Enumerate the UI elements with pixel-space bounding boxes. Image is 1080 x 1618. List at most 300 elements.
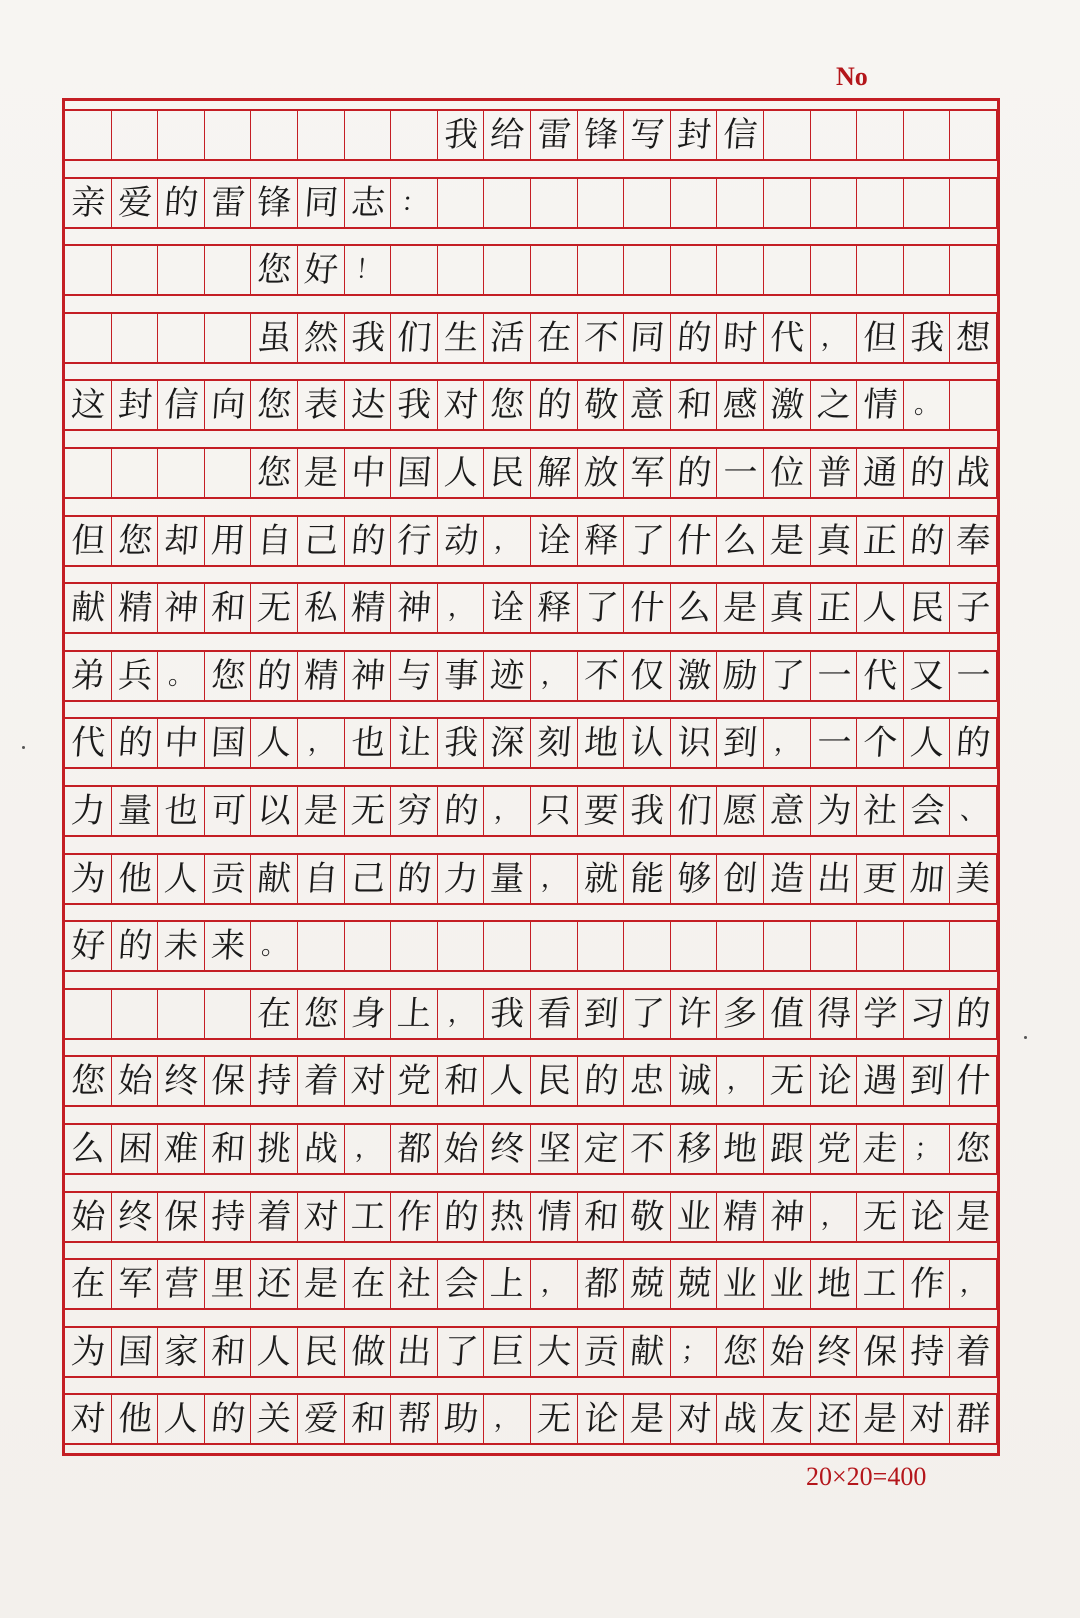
handwritten-character: 我 [442,723,480,764]
grid-cell [65,246,112,294]
handwritten-character: ， [353,1134,382,1164]
handwritten-character: 什 [629,588,666,629]
handwritten-character: 够 [675,858,713,899]
handwritten-character: 诚 [675,1061,713,1102]
handwritten-character: 在 [349,1264,387,1305]
handwritten-character: 子 [955,588,993,629]
grid-cell [484,246,531,294]
handwritten-character: 一 [815,655,853,696]
handwritten-character: 终 [815,1331,853,1372]
handwritten-character: 无 [256,588,294,629]
handwritten-character: 加 [908,858,946,899]
grid-row [65,1191,997,1243]
handwritten-character: 地 [582,723,620,764]
handwritten-character: 的 [209,1399,247,1440]
handwritten-character: 营 [163,1264,200,1305]
grid-cell [857,179,904,227]
handwritten-character: ， [726,1066,755,1097]
handwritten-character: ， [819,1201,848,1232]
handwritten-character: 力 [442,858,480,899]
grid-cell [531,922,578,970]
handwritten-character: 私 [302,588,340,629]
handwritten-character: ， [540,660,569,691]
handwritten-character: 事 [442,655,480,696]
handwritten-character: 您 [256,453,294,493]
handwritten-character: 是 [302,453,340,493]
handwritten-character: ， [959,1269,988,1300]
handwritten-character: 雷 [209,182,247,223]
handwritten-character: 得 [815,993,853,1034]
handwritten-character: 是 [302,1264,340,1305]
handwritten-character: 人 [256,1331,294,1372]
handwritten-character: 始 [442,1129,480,1169]
handwritten-character: ， [493,1404,522,1435]
handwritten-character: 的 [116,723,154,764]
handwritten-character: 论 [815,1061,853,1102]
grid-row [65,1258,997,1310]
handwritten-character: 我 [396,385,433,426]
grid-cell [531,179,578,227]
handwritten-character: 但 [862,317,899,358]
handwritten-character: 贡 [209,858,247,899]
handwritten-character: 对 [908,1399,946,1440]
handwritten-character: 意 [629,385,666,426]
grid-cell [950,179,997,227]
handwritten-character: 是 [862,1399,899,1440]
handwritten-character: 神 [396,588,433,629]
grid-cell [717,922,764,970]
grid-cell [112,449,159,497]
handwritten-character: 着 [256,1196,294,1237]
handwritten-character: 持 [256,1061,294,1102]
handwritten-character: 为 [69,858,107,899]
handwritten-character: 对 [69,1399,107,1440]
handwritten-character: 愿 [722,791,760,831]
handwritten-character: 信 [163,385,200,426]
handwritten-character: 为 [815,791,853,831]
grid-row [65,1393,997,1445]
handwritten-character: 奉 [955,520,993,561]
handwritten-character: 封 [116,385,154,426]
handwritten-character: 想 [955,317,993,358]
grid-cell [764,179,811,227]
grid-cell [950,246,997,294]
handwritten-character: ， [540,863,569,894]
handwritten-character: ， [493,796,522,826]
handwritten-character: 保 [209,1061,247,1102]
grid-row [65,785,997,837]
grid-row [65,582,997,634]
handwritten-character: 帮 [396,1399,433,1440]
handwritten-character: 的 [908,520,946,561]
handwritten-character: 始 [768,1331,806,1372]
handwritten-character: 业 [722,1264,760,1305]
grid-cell [65,111,112,159]
handwritten-character: 精 [722,1196,760,1237]
handwritten-character: 释 [535,588,573,629]
handwritten-character: 但 [69,520,107,561]
handwritten-character: 的 [116,926,154,967]
handwritten-character: 还 [256,1264,294,1305]
handwritten-character: 看 [535,993,573,1034]
handwritten-character: 了 [629,520,666,561]
handwritten-character: 作 [396,1196,433,1237]
handwritten-character: 热 [489,1196,527,1237]
handwritten-character: 表 [302,385,340,426]
handwritten-character: 精 [302,655,340,696]
grid-cell [717,179,764,227]
handwritten-character: 您 [256,250,294,291]
handwritten-character: 了 [582,588,620,629]
handwritten-character: 仅 [629,655,666,696]
handwritten-character: 关 [256,1399,294,1440]
handwritten-character: 群 [955,1399,993,1440]
handwritten-character: 和 [349,1399,387,1440]
grid-cell [158,111,205,159]
handwritten-character: 让 [396,723,433,764]
grid-cell [904,922,951,970]
handwritten-character: 保 [862,1331,899,1372]
handwritten-character: 活 [489,317,527,358]
grid-cell [671,246,718,294]
handwritten-character: 军 [629,453,666,493]
handwritten-character: 在 [535,317,573,358]
grid-row [65,650,997,702]
handwritten-character: 。 [913,390,942,421]
handwritten-character: 的 [675,317,713,358]
handwritten-character: 诠 [489,588,527,629]
handwritten-character: 困 [116,1129,154,1169]
handwritten-character: 爱 [302,1399,340,1440]
handwritten-character: 无 [535,1399,573,1440]
handwritten-character: 己 [349,858,387,899]
grid-cell [950,111,997,159]
grid-cell [857,111,904,159]
handwritten-character: 深 [489,723,527,764]
handwritten-character: ， [773,728,802,759]
grid-cell [438,246,485,294]
handwritten-character: 行 [396,520,433,561]
handwritten-character: 地 [722,1129,760,1169]
handwritten-character: 以 [256,791,294,831]
handwritten-character: 我 [349,317,387,358]
handwritten-character: 的 [442,791,480,831]
grid-cell [671,179,718,227]
handwritten-character: 情 [862,385,899,426]
handwritten-character: 您 [116,520,154,561]
handwritten-character: 兵 [116,655,154,696]
handwritten-character: 是 [722,588,760,629]
handwritten-character: 这 [69,385,107,426]
handwritten-character: ， [447,998,476,1029]
grid-cell [112,314,159,362]
handwritten-character: 贡 [582,1331,620,1372]
handwritten-character: 到 [582,993,620,1034]
handwritten-character: 始 [69,1196,107,1237]
handwritten-character: 可 [209,791,247,831]
handwritten-character: 真 [815,520,853,561]
handwritten-character: 通 [862,453,899,493]
handwritten-character: 量 [489,858,527,899]
handwritten-character: 国 [209,723,247,764]
grid-cell [717,246,764,294]
handwritten-character: 持 [908,1331,946,1372]
grid-cell [438,922,485,970]
handwritten-character: 国 [116,1331,154,1372]
handwritten-character: 普 [815,453,853,493]
handwritten-character: 终 [116,1196,154,1237]
handwritten-character: 好 [69,926,107,967]
grid-cell [764,922,811,970]
handwritten-character: 未 [163,926,200,967]
handwritten-character: 民 [302,1331,340,1372]
handwritten-character: 们 [675,791,713,831]
handwritten-character: 的 [349,520,387,561]
handwritten-character: 无 [349,791,387,831]
handwritten-character: 人 [862,588,899,629]
handwritten-character: ： [400,187,429,218]
handwritten-character: 巨 [489,1331,527,1372]
handwritten-character: 到 [722,723,760,764]
handwritten-character: 和 [675,385,713,426]
handwritten-character: 家 [163,1331,200,1372]
handwritten-character: 不 [582,317,620,358]
handwritten-character: 自 [302,858,340,899]
handwritten-character: 到 [908,1061,946,1102]
handwritten-character: 身 [349,993,387,1034]
handwritten-character: 献 [256,858,294,899]
handwritten-character: 的 [908,453,946,493]
handwritten-character: 的 [535,385,573,426]
handwritten-character: 人 [489,1061,527,1102]
handwritten-character: 他 [116,1399,154,1440]
handwritten-character: 穷 [396,791,433,831]
handwritten-character: 上 [396,993,433,1034]
handwritten-character: 激 [675,655,713,696]
grid-cell [298,922,345,970]
handwritten-character: 中 [349,453,387,493]
handwritten-character: 值 [768,993,806,1034]
handwritten-character: 个 [862,723,899,764]
handwritten-character: 他 [116,858,154,899]
handwritten-character: 美 [955,858,993,899]
handwritten-character: 终 [489,1129,527,1169]
handwritten-character: 、 [959,796,988,826]
handwritten-character: 是 [955,1196,993,1237]
handwritten-character: 人 [163,858,200,899]
handwritten-character: 又 [908,655,946,696]
grid-cell [950,922,997,970]
handwritten-character: 造 [768,858,806,899]
handwritten-character: 社 [862,791,899,831]
grid-cell [112,246,159,294]
handwritten-character: 对 [349,1061,387,1102]
handwritten-character: 正 [815,588,853,629]
handwritten-character: 爱 [116,182,154,223]
handwritten-character: 的 [163,182,200,223]
handwritten-character: 的 [442,1196,480,1237]
handwritten-character: 生 [442,317,480,358]
writing-grid [62,98,1000,1456]
grid-cell [484,179,531,227]
handwritten-character: 终 [163,1061,200,1102]
handwritten-character: 力 [69,791,107,831]
handwritten-character: 为 [69,1331,107,1372]
handwritten-character: ， [493,525,522,556]
handwritten-character: 您 [302,993,340,1034]
handwritten-character: 之 [815,385,853,426]
handwritten-character: 就 [582,858,620,899]
handwritten-character: 工 [862,1264,899,1305]
handwritten-character: 的 [955,993,993,1034]
handwritten-character: 什 [675,520,713,561]
handwritten-character: 么 [69,1129,107,1169]
handwritten-character: 自 [256,520,294,561]
handwritten-character: 代 [768,317,806,358]
handwritten-character: 识 [675,723,713,764]
handwritten-character: 许 [675,993,713,1034]
handwritten-character: 兢 [629,1264,666,1305]
handwritten-character: 社 [396,1264,433,1305]
handwritten-character: 敬 [629,1196,666,1237]
handwritten-character: 认 [629,723,666,764]
handwritten-character: 党 [815,1129,853,1169]
grid-cell [624,922,671,970]
handwritten-character: 难 [163,1129,200,1169]
handwritten-character: 同 [302,182,340,223]
grid-cell [764,111,811,159]
grid-cell [811,246,858,294]
scan-speck [22,746,25,749]
handwritten-character: 迹 [489,655,527,696]
grid-cell [484,922,531,970]
handwritten-character: 是 [629,1399,666,1440]
handwritten-character: 习 [908,993,946,1034]
handwritten-character: 神 [768,1196,806,1237]
grid-row [65,515,997,567]
handwritten-character: ， [819,322,848,353]
grid-cell [904,246,951,294]
handwritten-character: 挑 [256,1129,294,1169]
handwritten-character: 您 [256,385,294,426]
grid-row [65,312,997,364]
handwritten-character: 不 [629,1129,666,1169]
handwritten-character: 来 [209,926,247,967]
grid-cell [578,922,625,970]
handwritten-character: 我 [489,993,527,1034]
grid-row [65,379,997,431]
handwritten-character: 您 [209,655,247,696]
handwritten-character: 对 [675,1399,713,1440]
handwritten-character: 么 [675,588,713,629]
grid-cell [811,179,858,227]
grid-cell [205,111,252,159]
handwritten-character: 的 [955,723,993,764]
handwritten-character: 用 [209,520,247,561]
handwritten-character: 写 [629,115,666,155]
handwritten-character: 精 [349,588,387,629]
handwritten-character: 位 [768,453,806,493]
handwritten-character: 代 [69,723,107,764]
handwritten-character: 了 [442,1331,480,1372]
handwritten-character: 了 [629,993,666,1034]
grid-cell [391,922,438,970]
handwritten-character: 出 [396,1331,433,1372]
handwritten-character: ， [447,593,476,624]
handwritten-character: 雷 [535,115,573,155]
grid-cell [251,111,298,159]
handwritten-character: 您 [489,385,527,426]
handwritten-character: 我 [908,317,946,358]
grid-row [65,1123,997,1175]
handwritten-character: 们 [396,317,433,358]
handwritten-character: 我 [442,115,480,155]
handwritten-character: 和 [582,1196,620,1237]
handwritten-character: 意 [768,791,806,831]
grid-cell [857,922,904,970]
handwritten-character: 代 [862,655,899,696]
handwritten-character: 献 [69,588,107,629]
handwritten-character: 时 [722,317,760,358]
grid-cell [158,449,205,497]
handwritten-character: 感 [722,385,760,426]
handwritten-character: 也 [163,791,200,831]
grid-cell [391,246,438,294]
handwritten-character: 都 [582,1264,620,1305]
handwritten-character: 战 [302,1129,340,1169]
handwritten-character: 战 [955,453,993,493]
handwritten-character: 地 [815,1264,853,1305]
handwritten-character: 走 [862,1129,899,1169]
handwritten-character: 刻 [535,723,573,764]
handwritten-character: 亲 [69,182,107,223]
handwritten-character: 友 [768,1399,806,1440]
handwritten-character: 学 [862,993,899,1034]
handwritten-character: 论 [908,1196,946,1237]
grid-cell [345,922,392,970]
handwritten-character: 忠 [629,1061,666,1102]
handwritten-character: 要 [582,791,620,831]
grid-cell [205,990,252,1038]
grid-row [65,988,997,1040]
handwritten-character: 遇 [862,1061,899,1102]
handwritten-character: ， [540,1269,569,1300]
handwritten-character: 国 [396,453,433,493]
handwritten-character: 锋 [256,182,294,223]
grid-row [65,717,997,769]
grid-cell [112,111,159,159]
grid-row [65,109,997,161]
handwritten-character: 民 [908,588,946,629]
grid-cell [624,246,671,294]
handwritten-character: ， [307,728,336,759]
grid-cell [205,314,252,362]
handwritten-character: 动 [442,520,480,561]
handwritten-character: 的 [582,1061,620,1102]
handwritten-character: 您 [722,1331,760,1372]
handwritten-character: 人 [163,1399,200,1440]
handwritten-character: 还 [815,1399,853,1440]
handwritten-character: 一 [815,723,853,764]
handwritten-character: 的 [256,655,294,696]
handwritten-character: 着 [302,1061,340,1102]
handwritten-character: 助 [442,1399,480,1440]
grid-row [65,853,997,905]
handwritten-character: 。 [167,660,196,691]
handwritten-character: 。 [260,931,289,962]
grid-row [65,244,997,296]
grid-cell [578,246,625,294]
